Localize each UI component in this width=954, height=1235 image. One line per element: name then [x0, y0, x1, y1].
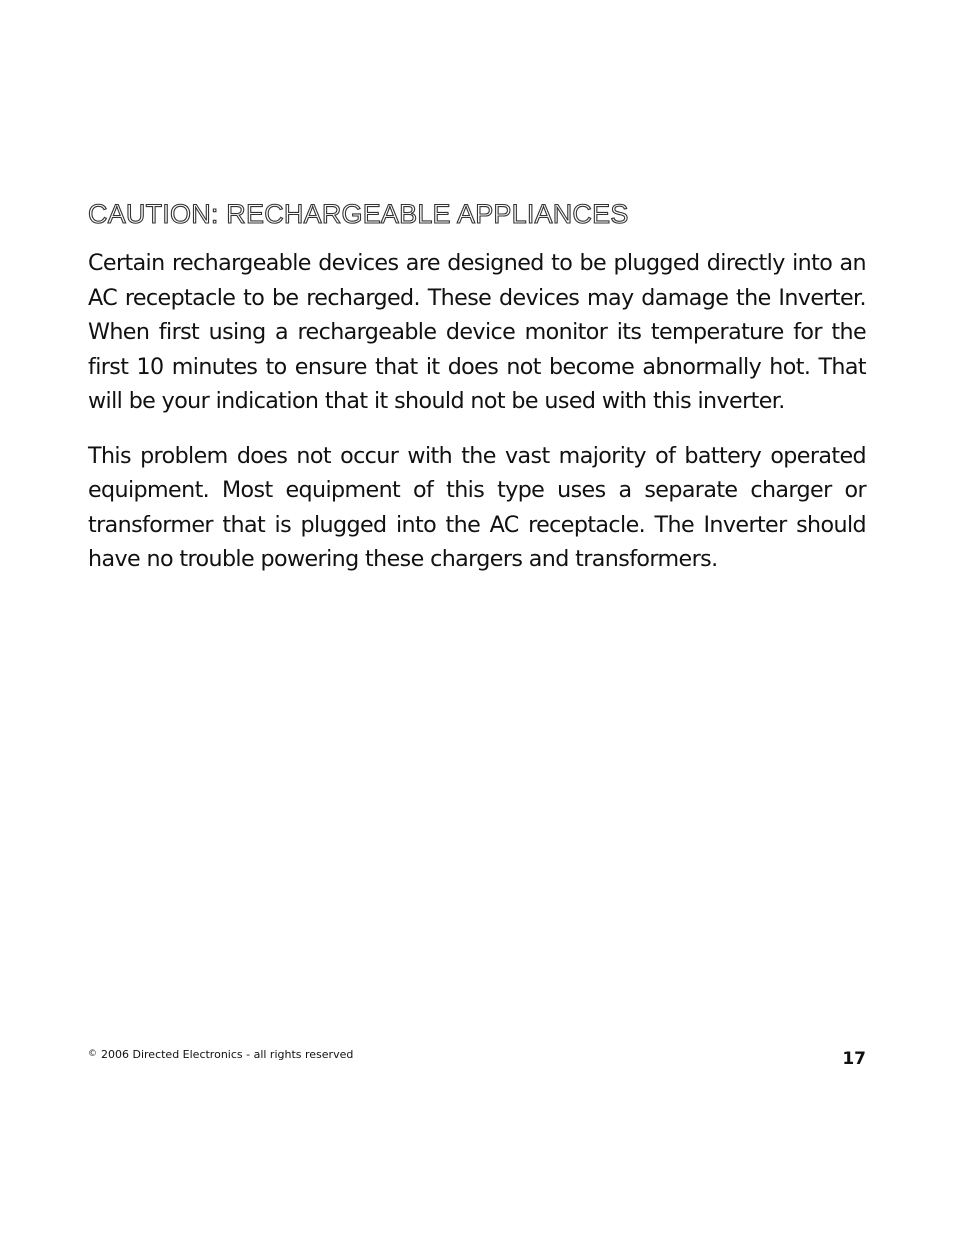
section-heading: CAUTION: RECHARGEABLE APPLIANCES: [88, 199, 629, 229]
page-content: [88, 196, 866, 597]
paragraph-battery-equipment: This problem does not occur with the vast majority of battery operated equipment. Most equipment of this type uses a separate charger or transformer that is plugged into the AC receptacle. The Inverter should have no trouble powering these chargers and transformers.: [88, 442, 866, 572]
copyright-notice: [88, 1048, 353, 1061]
paragraph-rechargeable-devices: Certain rechargeable devices are designed to be plugged directly into an AC receptacle to be recharged. These devices may damage the Inverter. When first using a rechargeable device monitor its temperature for the first 10 minutes to ensure that it does not become abnormally hot. That will be your indication that it should not be used with this inverter.: [88, 250, 866, 414]
copyright-symbol: ©: [88, 1049, 97, 1059]
copyright-text: 2006 Directed Electronics - all rights reserved: [101, 1048, 354, 1061]
page-number: 17: [842, 1049, 866, 1069]
